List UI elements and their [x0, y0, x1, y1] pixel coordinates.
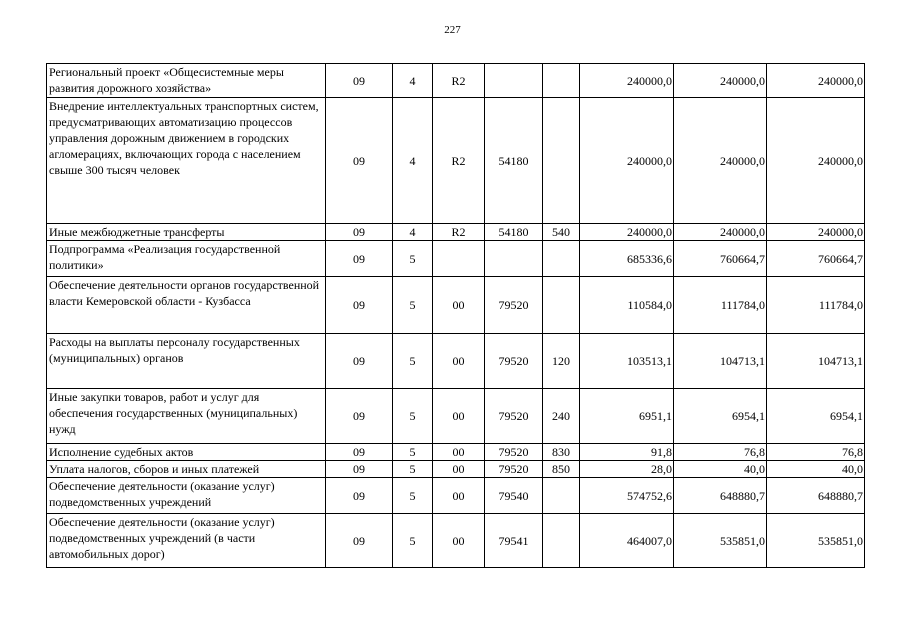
amount-year3-cell: 535851,0 — [767, 514, 865, 568]
direction-cell: 79520 — [485, 334, 543, 389]
expense-kind-cell: 850 — [543, 461, 580, 478]
amount-year2-cell: 104713,1 — [674, 334, 767, 389]
direction-cell: 54180 — [485, 224, 543, 241]
program-cell: R2 — [433, 64, 485, 98]
amount-year2-cell: 40,0 — [674, 461, 767, 478]
program-cell: 00 — [433, 277, 485, 334]
direction-cell: 79540 — [485, 478, 543, 514]
row-name-cell: Исполнение судебных актов — [47, 444, 326, 461]
program-cell: R2 — [433, 98, 485, 224]
section-cell: 09 — [326, 334, 393, 389]
direction-cell: 79541 — [485, 514, 543, 568]
amount-year3-cell: 111784,0 — [767, 277, 865, 334]
row-name-cell: Иные межбюджетные трансферты — [47, 224, 326, 241]
program-cell: R2 — [433, 224, 485, 241]
table-row — [47, 98, 865, 224]
subsection-cell: 5 — [393, 444, 433, 461]
amount-year2-cell: 535851,0 — [674, 514, 767, 568]
row-name-cell: Обеспечение деятельности (оказание услуг) подведомственных учреждений — [47, 478, 326, 514]
expense-kind-cell — [543, 98, 580, 224]
row-name-cell: Внедрение интеллектуальных транспортных систем, предусматривающих автоматизацию процессов управления дорожным движением в городских агломерациях, включающих города с населением свыше 300 тысяч человек — [47, 98, 326, 224]
amount-year3-cell: 760664,7 — [767, 241, 865, 277]
subsection-cell: 4 — [393, 64, 433, 98]
section-cell: 09 — [326, 241, 393, 277]
table-row — [47, 64, 865, 98]
direction-cell: 79520 — [485, 277, 543, 334]
program-cell: 00 — [433, 444, 485, 461]
amount-year1-cell: 240000,0 — [580, 64, 674, 98]
amount-year3-cell: 240000,0 — [767, 224, 865, 241]
direction-cell: 79520 — [485, 389, 543, 444]
budget-table — [46, 63, 865, 568]
program-cell: 00 — [433, 478, 485, 514]
amount-year1-cell: 574752,6 — [580, 478, 674, 514]
amount-year3-cell: 104713,1 — [767, 334, 865, 389]
program-cell: 00 — [433, 389, 485, 444]
program-cell: 00 — [433, 514, 485, 568]
direction-cell: 54180 — [485, 98, 543, 224]
expense-kind-cell: 540 — [543, 224, 580, 241]
subsection-cell: 5 — [393, 334, 433, 389]
table-row — [47, 277, 865, 334]
row-name-cell: Иные закупки товаров, работ и услуг для обеспечения государственных (муниципальных) нужд — [47, 389, 326, 444]
subsection-cell: 4 — [393, 98, 433, 224]
row-name-cell: Расходы на выплаты персоналу государственных (муниципальных) органов — [47, 334, 326, 389]
row-name-cell: Обеспечение деятельности (оказание услуг) подведомственных учреждений (в части автомобильных дорог) — [47, 514, 326, 568]
section-cell: 09 — [326, 514, 393, 568]
table-row — [47, 389, 865, 444]
subsection-cell: 5 — [393, 277, 433, 334]
subsection-cell: 5 — [393, 478, 433, 514]
section-cell: 09 — [326, 224, 393, 241]
amount-year1-cell: 103513,1 — [580, 334, 674, 389]
amount-year2-cell: 240000,0 — [674, 224, 767, 241]
expense-kind-cell — [543, 514, 580, 568]
subsection-cell: 5 — [393, 514, 433, 568]
amount-year3-cell: 240000,0 — [767, 64, 865, 98]
row-name-cell: Уплата налогов, сборов и иных платежей — [47, 461, 326, 478]
expense-kind-cell — [543, 64, 580, 98]
expense-kind-cell: 830 — [543, 444, 580, 461]
amount-year3-cell: 40,0 — [767, 461, 865, 478]
expense-kind-cell: 120 — [543, 334, 580, 389]
section-cell: 09 — [326, 461, 393, 478]
direction-cell — [485, 241, 543, 277]
program-cell — [433, 241, 485, 277]
row-name-cell: Обеспечение деятельности органов государственной власти Кемеровской области - Кузбасса — [47, 277, 326, 334]
subsection-cell: 5 — [393, 389, 433, 444]
amount-year2-cell: 111784,0 — [674, 277, 767, 334]
amount-year1-cell: 685336,6 — [580, 241, 674, 277]
table-row — [47, 461, 865, 478]
expense-kind-cell — [543, 478, 580, 514]
subsection-cell: 5 — [393, 241, 433, 277]
page-number: 227 — [444, 24, 461, 36]
amount-year3-cell: 76,8 — [767, 444, 865, 461]
amount-year1-cell: 28,0 — [580, 461, 674, 478]
amount-year1-cell: 464007,0 — [580, 514, 674, 568]
amount-year1-cell: 240000,0 — [580, 98, 674, 224]
section-cell: 09 — [326, 64, 393, 98]
table-row — [47, 224, 865, 241]
direction-cell — [485, 64, 543, 98]
amount-year2-cell: 6954,1 — [674, 389, 767, 444]
amount-year3-cell: 240000,0 — [767, 98, 865, 224]
amount-year3-cell: 6954,1 — [767, 389, 865, 444]
subsection-cell: 4 — [393, 224, 433, 241]
table-row — [47, 514, 865, 568]
expense-kind-cell — [543, 241, 580, 277]
section-cell: 09 — [326, 98, 393, 224]
amount-year1-cell: 6951,1 — [580, 389, 674, 444]
row-name-cell: Региональный проект «Общесистемные меры развития дорожного хозяйства» — [47, 64, 326, 98]
expense-kind-cell: 240 — [543, 389, 580, 444]
table-row — [47, 444, 865, 461]
amount-year2-cell: 760664,7 — [674, 241, 767, 277]
expense-kind-cell — [543, 277, 580, 334]
program-cell: 00 — [433, 334, 485, 389]
table-row — [47, 334, 865, 389]
amount-year1-cell: 91,8 — [580, 444, 674, 461]
section-cell: 09 — [326, 478, 393, 514]
program-cell: 00 — [433, 461, 485, 478]
table-row — [47, 478, 865, 514]
direction-cell: 79520 — [485, 444, 543, 461]
direction-cell: 79520 — [485, 461, 543, 478]
amount-year2-cell: 76,8 — [674, 444, 767, 461]
amount-year2-cell: 648880,7 — [674, 478, 767, 514]
amount-year1-cell: 240000,0 — [580, 224, 674, 241]
amount-year3-cell: 648880,7 — [767, 478, 865, 514]
amount-year1-cell: 110584,0 — [580, 277, 674, 334]
table-row — [47, 241, 865, 277]
section-cell: 09 — [326, 389, 393, 444]
amount-year2-cell: 240000,0 — [674, 64, 767, 98]
section-cell: 09 — [326, 444, 393, 461]
row-name-cell: Подпрограмма «Реализация государственной политики» — [47, 241, 326, 277]
amount-year2-cell: 240000,0 — [674, 98, 767, 224]
section-cell: 09 — [326, 277, 393, 334]
subsection-cell: 5 — [393, 461, 433, 478]
